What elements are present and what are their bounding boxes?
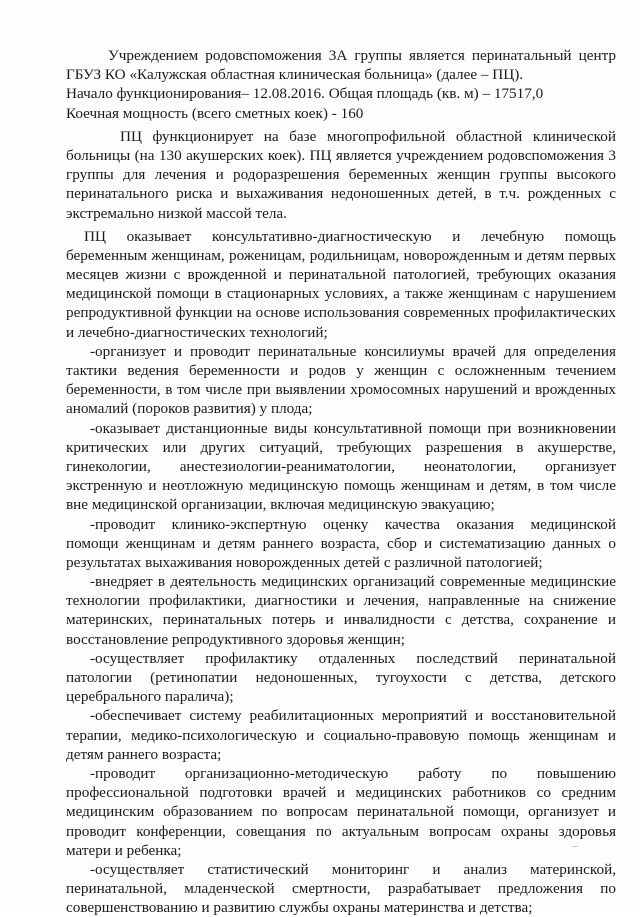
text-line: гинекологии, анестезиологии-реаниматологии, неонатологии, организует [66,457,616,475]
list-item [66,649,616,707]
text-line: -проводит организационно-методическую работу по повышению [90,764,616,782]
text-line: -проводит клинико-экспертную оценку качества оказания медицинской [90,515,616,533]
text-line: совершенствованию и развитию службы охраны материнства и детства; [66,899,533,917]
text-line: технологии профилактики, диагностики и лечения, направленные на снижение [66,592,616,610]
text-line: материнских, перинатальных потерь и инвалидности с детства, сохранение и [66,611,616,629]
text-line: беременности, в том числе при выявлении хромосомных нарушений и врожденных [66,381,616,399]
text-line: Учреждением родовспоможения 3А группы является перинатальный центр [108,47,616,64]
text-line: проводит конференции, совещания по актуальным вопросам охраны здоровья [66,822,616,840]
list-item [66,419,616,515]
list-item [66,764,616,860]
list-item [66,515,616,573]
text-line: -осуществляет статистический мониторинг и анализ материнской, [90,860,616,878]
list-item [66,706,616,764]
list-item [66,860,616,917]
document-body [66,46,616,917]
text-line: восстановление репродуктивного здоровья женщин; [66,630,405,648]
text-line: месяцев жизни с врожденной и перинатальной патологией, требующих оказания [66,266,616,284]
text-line: терапии, медико-психологическую и социально-правовую помощь женщинам и [66,726,616,744]
text-line: беременным женщинам, роженицам, родильницам, новорожденным и детям первых [66,246,616,264]
text-line: ПЦ оказывает консультативно-диагностическую и лечебную помощь [84,227,616,245]
intro-paragraph [66,127,616,223]
list-item [66,572,616,649]
text-line: медицинской помощи в стационарных условиях, а также женщинам с нарушением [66,285,616,303]
text-line: больницы (на 130 акушерских коек). ПЦ является учреждением родовспоможения 3 [66,146,616,164]
text-line: профессиональной подготовки врачей и медицинских работников со средним [66,784,616,802]
text-line: церебрального паралича); [66,688,234,706]
text-line: -осуществляет профилактику отдаленных последствий перинатальной [90,649,616,667]
text-line: группы для лечения и родоразрешения беременных женщин группы высокого [66,166,616,184]
text-line: помощи женщинам и детям раннего возраста, сбор и систематизацию данных о [66,534,616,552]
text-line: ПЦ функционирует на базе многопрофильной областной клинической [120,127,616,145]
text-line: экстренную и неотложную медицинскую помощь женщинам и детям, в том числе [66,477,616,495]
text-line: матери и ребенка; [66,841,182,859]
text-line: и лечебно-диагностических технологий; [66,323,328,341]
text-line: экстремально низкой массой тела. [66,204,287,222]
text-line: медицинским образованием по вопросам перинатальной помощи, организует и [66,803,616,821]
text-line: аномалий (пороков развития) у плода; [66,400,313,418]
list-item [66,342,616,419]
text-line: перинатальной, младенческой смертности, разрабатывает предложения по [66,880,616,898]
text-line: перинатального риска и выхаживания недоношенных детей, в т.ч. рожденных с [66,185,616,203]
text-line: -обеспечивает систему реабилитационных мероприятий и восстановительной [90,707,616,725]
text-line: Коечная мощность (всего сметных коек) - 160 [66,104,364,122]
services-paragraph [66,227,616,342]
text-line: ГБУЗ КО «Калужская областная клиническая больница» (далее – ПЦ). [66,66,524,84]
text-line: Начало функционирования– 12.08.2016. Общая площадь (кв. м) – 17517,0 [66,85,544,103]
text-line: результатах выхаживания новорожденных детей с различной патологией; [66,553,543,571]
text-line: вне медицинской организации, включая медицинскую эвакуацию; [66,496,495,514]
scan-speck [572,846,578,847]
text-line: патологии (ретинопатии недоношенных, тугоухости с детства, детского [66,669,616,686]
text-line: детям раннего возраста; [66,745,222,763]
text-line: -внедряет в деятельность медицинских организаций современные медицинские [90,573,616,591]
text-line: -организует и проводит перинатальные консилиумы врачей для определения [90,342,616,360]
text-line: -оказывает дистанционные виды консультативной помощи при возникновении [90,419,616,437]
header-paragraph [66,46,616,123]
text-line: тактики ведения беременности и родов у женщин с осложненным течением [66,362,616,379]
text-line: критических или других ситуаций, требующих разрешения в акушерстве, [66,438,616,456]
text-line: репродуктивной функции на основе использования современных профилактических [66,304,616,322]
